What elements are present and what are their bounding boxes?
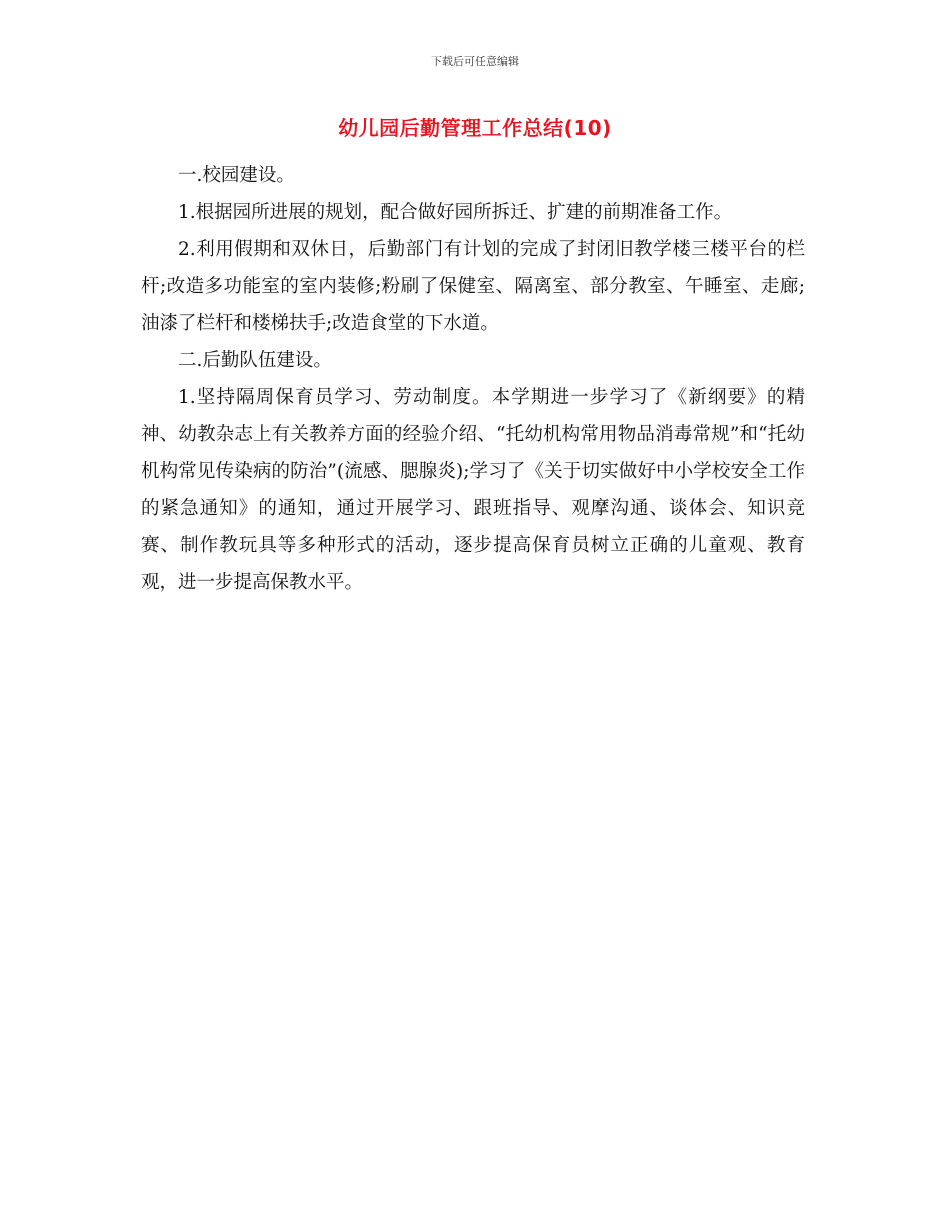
paragraph-team-item-1: 1.坚持隔周保育员学习、劳动制度。本学期进一步学习了《新纲要》的精神、幼教杂志上有关教养方面的经验介绍、“托幼机构常用物品消毒常规”和“托幼机构常见传染病的防治”(流感、腮腺炎);学习了《关于切实做好中小学校安全工作的紧急通知》的通知，通过开展学习、跟班指导、观摩沟通、谈体会、知识竞赛、制作教玩具等多种形式的活动，逐步提高保育员树立正确的儿童观、教育观，进一步提高保教水平。	[141, 387, 805, 593]
document-title: 幼儿园后勤管理工作总结(10)	[338, 116, 612, 140]
document-body	[141, 157, 805, 601]
section-heading-team: 二.后勤队伍建设。	[178, 350, 332, 371]
header-note: 下载后可任意编辑	[431, 55, 519, 68]
section-heading-campus: 一.校园建设。	[178, 165, 295, 186]
paragraph-campus-item-2: 2.利用假期和双休日，后勤部门有计划的完成了封闭旧教学楼三楼平台的栏杆;改造多功能室的室内装修;粉刷了保健室、隔离室、部分教室、午睡室、走廊;油漆了栏杆和楼梯扶手;改造食堂的下水道。	[141, 239, 805, 334]
paragraph-campus-item-1: 1.根据园所进展的规划，配合做好园所拆迁、扩建的前期准备工作。	[178, 202, 733, 223]
